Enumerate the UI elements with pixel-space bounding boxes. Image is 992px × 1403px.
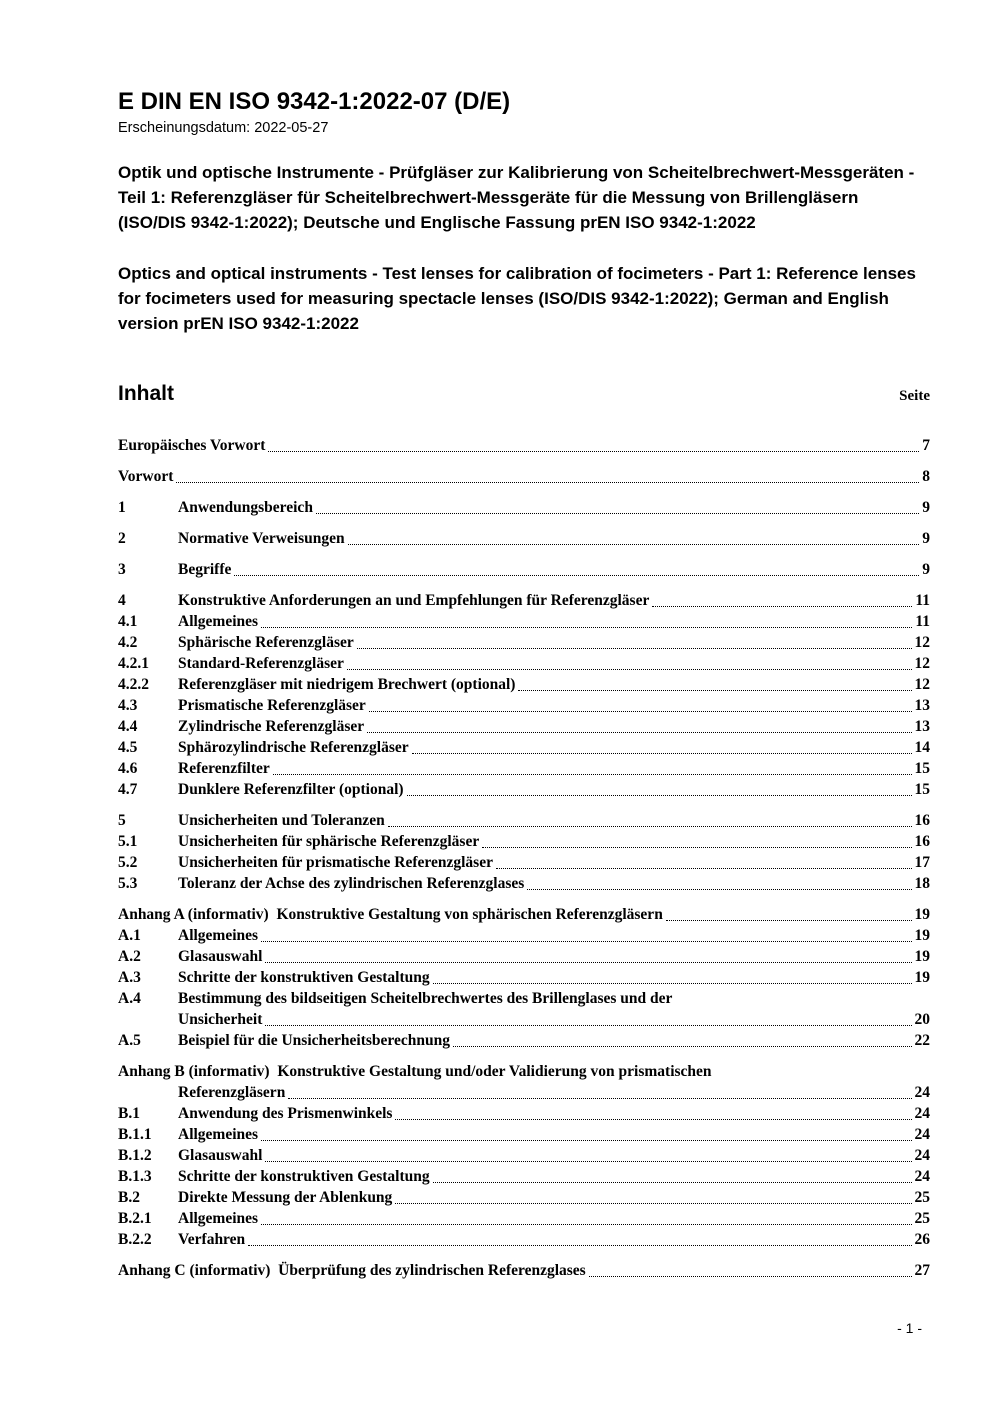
toc-leader-dots (261, 941, 911, 942)
toc-entry (118, 1188, 930, 1208)
toc-page-number: 12 (914, 634, 930, 651)
toc-entry-label: Anhang B (informativ) Konstruktive Gestaltung und/oder Validierung von prismatischen (118, 1063, 712, 1080)
toc-entry-number: 5.2 (118, 854, 138, 871)
toc-entry-number: 4.2.1 (118, 655, 149, 672)
toc-entry-number: 4.7 (118, 781, 138, 798)
toc-entry-number: 4.3 (118, 697, 138, 714)
toc-entry-number: 4.6 (118, 760, 138, 777)
english-title: Optics and optical instruments - Test lenses for calibration of focimeters - Part 1: Reference lenses for focimeters used for measuring spectacle lenses (ISO/DIS 9342-1:2022); German and English version prEN ISO 9342-1:2022 (118, 264, 916, 333)
toc-leader-dots (248, 1245, 911, 1246)
toc-leader-dots (367, 732, 911, 733)
toc-page-number: 24 (914, 1126, 930, 1143)
toc-entry-number: 5.3 (118, 875, 138, 892)
toc-entry (118, 696, 930, 716)
toc-entry-number: 1 (118, 499, 126, 516)
toc-page-number: 16 (914, 833, 930, 850)
toc-entry (118, 654, 930, 674)
toc-leader-dots (482, 847, 911, 848)
toc-entry-number: B.2.2 (118, 1231, 152, 1248)
toc-leader-dots (433, 983, 912, 984)
toc-page-number: 18 (914, 875, 930, 892)
toc-page-number: 25 (914, 1210, 930, 1227)
toc-page-number: 13 (914, 718, 930, 735)
toc-entry (118, 467, 930, 487)
toc-heading: Inhalt (118, 382, 174, 405)
toc-leader-dots (265, 962, 911, 963)
toc-leader-dots (261, 1140, 911, 1141)
toc-entry (118, 759, 930, 779)
toc-entry (118, 1167, 930, 1187)
toc-page-number: 27 (914, 1262, 930, 1279)
toc-page-number: 9 (922, 499, 930, 516)
toc-leader-dots (316, 513, 919, 514)
toc-page-number: 24 (914, 1147, 930, 1164)
toc-page-number: 19 (914, 969, 930, 986)
toc-entry (118, 612, 930, 632)
german-title: Optik und optische Instrumente - Prüfgläser zur Kalibrierung von Scheitelbrechwert-Messgeräten - Teil 1: Referenzgläser für Scheitelbrechwert-Messgeräte für die Messung von Brillengläsern (ISO/DIS 9342-1:2022); Deutsche und Englische Fassung prEN ISO 9342-1:2022 (118, 163, 915, 232)
toc-page-number: 7 (922, 437, 930, 454)
toc-entry-label: Toleranz der Achse des zylindrischen Referenzglases (178, 875, 525, 892)
toc-entry (118, 1209, 930, 1229)
toc-entry-number: 5 (118, 812, 126, 829)
toc-entry-label: Direkte Messung der Ablenkung (178, 1189, 393, 1206)
toc-page-number: 15 (914, 781, 930, 798)
toc-entry-label: Anwendung des Prismenwinkels (178, 1105, 393, 1122)
toc-leader-dots (496, 868, 912, 869)
toc-entry-label: Unsicherheit (178, 1011, 263, 1028)
toc-leader-dots (453, 1046, 912, 1047)
toc-entry (118, 1104, 930, 1124)
toc-leader-dots (589, 1276, 912, 1277)
toc-entry-label: Referenzfilter (178, 760, 270, 777)
toc-entry-number: A.4 (118, 990, 141, 1007)
toc-entry-label: Beispiel für die Unsicherheitsberechnung (178, 1032, 450, 1049)
toc-entry-number: B.2 (118, 1189, 140, 1206)
toc-leader-dots (348, 544, 920, 545)
toc-entry-number: 4.1 (118, 613, 138, 630)
toc-entry (118, 717, 930, 737)
toc-entry (118, 675, 930, 695)
toc-entry-number: 3 (118, 561, 126, 578)
toc-entry-label: Referenzgläser mit niedrigem Brechwert (optional) (178, 676, 516, 693)
publication-date: Erscheinungsdatum: 2022-05-27 (118, 120, 329, 136)
toc-entry-label: Referenzgläsern (178, 1084, 286, 1101)
toc-entry (118, 853, 930, 873)
toc-leader-dots (268, 451, 919, 452)
toc-leader-dots (176, 482, 919, 483)
toc-entry (118, 780, 930, 800)
toc-entry-label: Allgemeines (178, 1210, 259, 1227)
toc-entry (118, 874, 930, 894)
toc-leader-dots (288, 1098, 911, 1099)
toc-leader-dots (666, 920, 912, 921)
toc-entry-number: B.2.1 (118, 1210, 152, 1227)
toc-entry-label: Zylindrische Referenzgläser (178, 718, 365, 735)
toc-entry (118, 633, 930, 653)
toc-entry (118, 1261, 930, 1281)
toc-leader-dots (265, 1161, 911, 1162)
toc-entry-label: Anwendungsbereich (178, 499, 313, 516)
toc-entry-label: Unsicherheiten und Toleranzen (178, 812, 385, 829)
toc-leader-dots (395, 1119, 911, 1120)
toc-entry-number: A.3 (118, 969, 141, 986)
toc-leader-dots (433, 1182, 912, 1183)
toc-entry (118, 968, 930, 988)
toc-entry-label: Prismatische Referenzgläser (178, 697, 366, 714)
toc-entry-label: Anhang C (informativ) Überprüfung des zylindrischen Referenzglases (118, 1262, 586, 1279)
toc-entry-number: 5.1 (118, 833, 138, 850)
toc-leader-dots (412, 753, 912, 754)
toc-entry (118, 811, 930, 831)
toc-page-number: 12 (914, 676, 930, 693)
toc-entry (118, 905, 930, 925)
toc-leader-dots (652, 606, 912, 607)
toc-entry-label: Unsicherheiten für sphärische Referenzgläser (178, 833, 480, 850)
toc-entry (118, 926, 930, 946)
toc-page-number: 19 (914, 927, 930, 944)
toc-entry-number: A.2 (118, 948, 141, 965)
toc-leader-dots (527, 889, 911, 890)
toc-leader-dots (518, 690, 911, 691)
page-number: - 1 - (897, 1320, 922, 1336)
toc-leader-dots (407, 795, 912, 796)
document-title: E DIN EN ISO 9342-1:2022-07 (D/E) (118, 88, 511, 115)
toc-page-number: 9 (922, 530, 930, 547)
toc-entry-label: Sphärozylindrische Referenzgläser (178, 739, 409, 756)
toc-page-number: 11 (915, 613, 930, 630)
toc-list (118, 436, 930, 1281)
toc-leader-dots (357, 648, 912, 649)
toc-entry-label: Allgemeines (178, 613, 259, 630)
toc-leader-dots (347, 669, 912, 670)
toc-page-number: 12 (914, 655, 930, 672)
toc-entry-number: B.1.1 (118, 1126, 152, 1143)
toc-entry-number: 4.5 (118, 739, 138, 756)
toc-page-number: 26 (914, 1231, 930, 1248)
toc-entry (118, 1062, 930, 1082)
toc-entry-label: Anhang A (informativ) Konstruktive Gestaltung von sphärischen Referenzgläsern (118, 906, 663, 923)
toc-page-number: 11 (915, 592, 930, 609)
toc-leader-dots (234, 575, 919, 576)
toc-page-number: 20 (914, 1011, 930, 1028)
toc-entry (118, 560, 930, 580)
toc-entry-label: Konstruktive Anforderungen an und Empfehlungen für Referenzgläser (178, 592, 650, 609)
toc-entry (118, 529, 930, 549)
toc-entry-label: Glasauswahl (178, 1147, 263, 1164)
toc-entry (118, 436, 930, 456)
toc-leader-dots (369, 711, 912, 712)
toc-page-number: 14 (914, 739, 930, 756)
toc-leader-dots (273, 774, 912, 775)
toc-page-number: 16 (914, 812, 930, 829)
toc-entry (118, 1230, 930, 1250)
toc-page-number: 19 (914, 948, 930, 965)
toc-page-number: 24 (914, 1084, 930, 1101)
toc-entry-continuation (118, 1083, 930, 1103)
toc-entry-label: Normative Verweisungen (178, 530, 345, 547)
toc-page-number: 13 (914, 697, 930, 714)
toc-leader-dots (261, 627, 912, 628)
toc-entry-number: B.1.2 (118, 1147, 152, 1164)
toc-entry (118, 1146, 930, 1166)
toc-entry-label: Verfahren (178, 1231, 246, 1248)
toc-entry-number: 4.2.2 (118, 676, 149, 693)
toc-page-number: 24 (914, 1105, 930, 1122)
toc-entry-label: Bestimmung des bildseitigen Scheitelbrechwertes des Brillenglases und der (178, 990, 673, 1007)
toc-entry-number: A.1 (118, 927, 141, 944)
toc-entry-number: A.5 (118, 1032, 141, 1049)
toc-entry (118, 1031, 930, 1051)
toc-leader-dots (265, 1025, 911, 1026)
toc-entry-number: 2 (118, 530, 126, 547)
toc-entry-number: 4.4 (118, 718, 138, 735)
toc-leader-dots (388, 826, 912, 827)
toc-page-number: 19 (914, 906, 930, 923)
toc-entry-label: Unsicherheiten für prismatische Referenzgläser (178, 854, 493, 871)
toc-leader-dots (261, 1224, 911, 1225)
toc-entry-number: 4.2 (118, 634, 138, 651)
toc-entry-number: 4 (118, 592, 126, 609)
toc-entry-label: Begriffe (178, 561, 232, 578)
toc-page-number: 8 (922, 468, 930, 485)
toc-entry (118, 738, 930, 758)
toc-page-number: 9 (922, 561, 930, 578)
toc-entry (118, 498, 930, 518)
toc-entry-number: B.1 (118, 1105, 140, 1122)
toc-entry (118, 591, 930, 611)
toc-header-row (118, 382, 930, 406)
toc-leader-dots (395, 1203, 911, 1204)
toc-entry (118, 989, 930, 1009)
toc-entry-number: B.1.3 (118, 1168, 152, 1185)
toc-entry (118, 947, 930, 967)
toc-entry-label: Sphärische Referenzgläser (178, 634, 354, 651)
toc-page-number: 24 (914, 1168, 930, 1185)
toc-page-column-label: Seite (899, 388, 930, 404)
toc-entry (118, 1125, 930, 1145)
toc-page-number: 17 (914, 854, 930, 871)
toc-entry-label: Schritte der konstruktiven Gestaltung (178, 1168, 430, 1185)
toc-entry (118, 832, 930, 852)
toc-page-number: 25 (914, 1189, 930, 1206)
toc-entry-continuation (118, 1010, 930, 1030)
toc-entry-label: Allgemeines (178, 1126, 259, 1143)
toc-entry-label: Dunklere Referenzfilter (optional) (178, 781, 404, 798)
toc-entry-label: Schritte der konstruktiven Gestaltung (178, 969, 430, 986)
toc-entry-label: Vorwort (118, 468, 174, 485)
toc-page-number: 22 (914, 1032, 930, 1049)
toc-page-number: 15 (914, 760, 930, 777)
page-content (118, 0, 930, 1281)
toc-entry-label: Allgemeines (178, 927, 259, 944)
toc-entry-label: Glasauswahl (178, 948, 263, 965)
toc-entry-label: Europäisches Vorwort (118, 437, 266, 454)
toc-entry-label: Standard-Referenzgläser (178, 655, 344, 672)
